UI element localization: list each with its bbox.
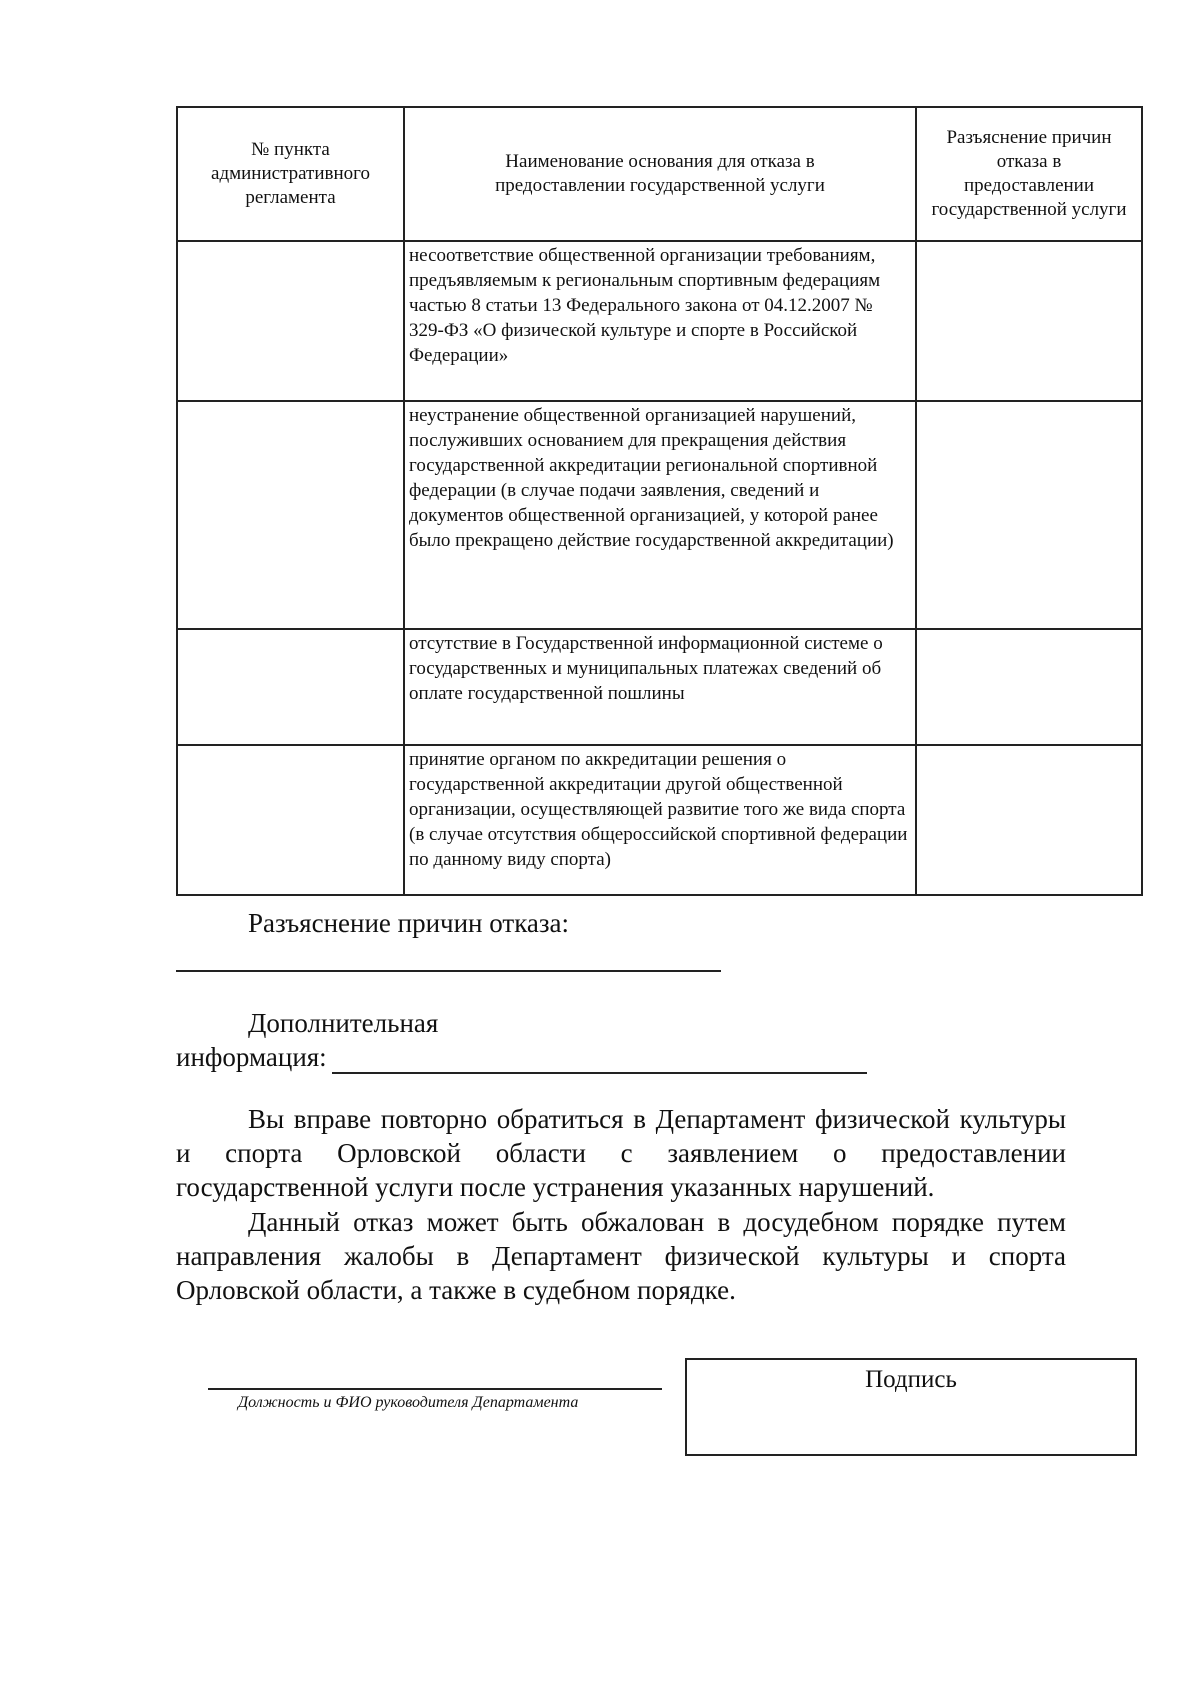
paragraph-reapply: Вы вправе повторно обратиться в Департамент физической культуры и спорта Орловской области с заявлением о предоставлении государственной услуги после устранения указанных нарушений. (176, 1104, 1066, 1202)
row-explanation (916, 241, 1142, 401)
table-row (177, 241, 1142, 401)
table-row (177, 629, 1142, 745)
extra-info-label: Дополнительная (248, 1008, 439, 1038)
row-point (177, 745, 404, 895)
row-reason: несоответствие общественной организации требованиям, предъявляемым к региональным спортивным федерациям частью 8 статьи 13 Федерального закона от 04.12.2007 № 329-ФЗ «О физической культуре и спорте в Российской Федерации» (404, 241, 916, 401)
signature-position-label: Должность и ФИО руководителя Департамента (238, 1394, 579, 1411)
signature-position-line (208, 1388, 662, 1390)
row-point (177, 629, 404, 745)
refusal-table (176, 106, 1143, 896)
explanation-blank-line (176, 970, 721, 972)
table-header-row (177, 107, 1142, 241)
extra-info-blank-line (332, 1072, 867, 1074)
header-reason: Наименование основания для отказа в предоставлении государственной услуги (404, 107, 916, 241)
row-explanation (916, 401, 1142, 629)
extra-info-label-2: информация: (176, 1042, 327, 1072)
row-reason: отсутствие в Государственной информационной системе о государственных и муниципальных платежах сведений об оплате государственной пошлины (404, 629, 916, 745)
row-point (177, 241, 404, 401)
row-reason: неустранение общественной организацией нарушений, послуживших основанием для прекращения действия государственной аккредитации региональной спортивной федерации (в случае подачи заявления, сведений и документов общественной организацией, у которой ранее было прекращено действие государственной аккредитации) (404, 401, 916, 629)
signature-box-title: Подпись (865, 1366, 957, 1393)
header-explanation: Разъяснение причин отказа в предоставлении государственной услуги (916, 107, 1142, 241)
table-row (177, 401, 1142, 629)
table-row (177, 745, 1142, 895)
row-reason: принятие органом по аккредитации решения о государственной аккредитации другой общественной организации, осуществляющей развитие того же вида спорта (в случае отсутствия общероссийской спортивной федерации по данному виду спорта) (404, 745, 916, 895)
signature-box (685, 1358, 1137, 1456)
paragraph-appeal: Данный отказ может быть обжалован в досудебном порядке путем направления жалобы в Департамент физической культуры и спорта Орловской области, а также в судебном порядке. (176, 1207, 1066, 1305)
row-explanation (916, 745, 1142, 895)
explanation-label: Разъяснение причин отказа: (248, 908, 570, 938)
row-point (177, 401, 404, 629)
row-explanation (916, 629, 1142, 745)
header-point: № пункта административного регламента (177, 107, 404, 241)
